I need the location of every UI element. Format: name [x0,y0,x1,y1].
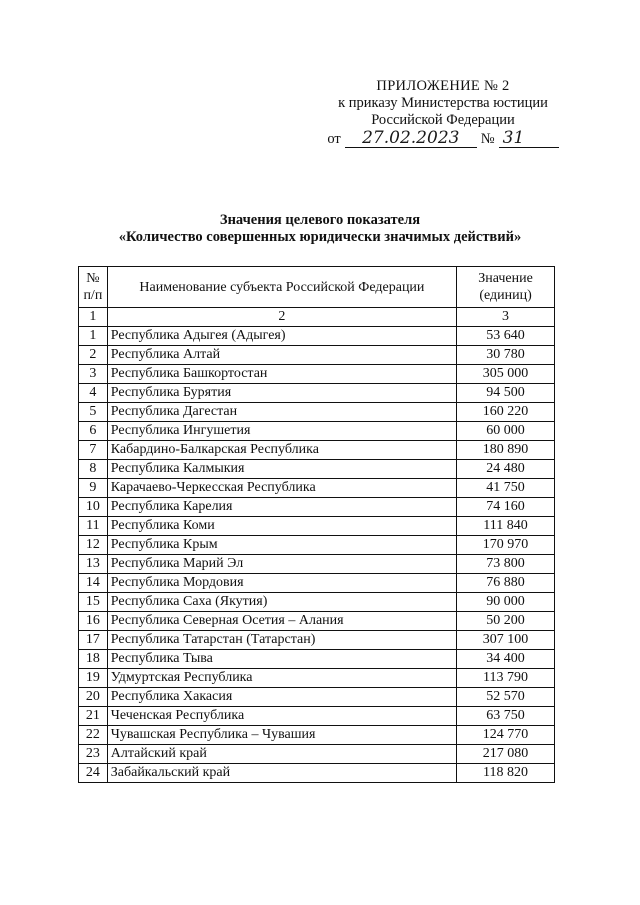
row-number: 24 [79,764,108,783]
region-value: 217 080 [457,745,555,764]
region-value: 41 750 [457,479,555,498]
number-prefix: № [480,131,495,147]
region-name: Республика Бурятия [107,384,456,403]
appendix-block [318,78,568,148]
row-number: 8 [79,460,108,479]
order-date-handwritten: 27.02.2023 [345,130,477,148]
table-row [79,574,555,593]
order-line-ministry: к приказу Министерства юстиции [338,95,548,111]
region-name: Республика Коми [107,517,456,536]
table-row [79,555,555,574]
region-value: 180 890 [457,441,555,460]
region-value: 113 790 [457,669,555,688]
region-name: Республика Хакасия [107,688,456,707]
region-name: Чувашская Республика – Чувашия [107,726,456,745]
values-table [78,266,555,783]
document-title [60,212,580,246]
region-name: Республика Северная Осетия – Алания [107,612,456,631]
table-body [79,327,555,783]
region-value: 94 500 [457,384,555,403]
region-value: 160 220 [457,403,555,422]
table-row [79,479,555,498]
region-value: 60 000 [457,422,555,441]
region-name: Удмуртская Республика [107,669,456,688]
table-row [79,498,555,517]
row-number: 5 [79,403,108,422]
region-name: Забайкальский край [107,764,456,783]
row-number: 21 [79,707,108,726]
row-number: 9 [79,479,108,498]
appendix-title: ПРИЛОЖЕНИЕ № 2 [376,78,510,94]
row-number: 16 [79,612,108,631]
table-row [79,707,555,726]
row-number: 15 [79,593,108,612]
region-name: Республика Марий Эл [107,555,456,574]
region-name: Республика Мордовия [107,574,456,593]
table-row [79,764,555,783]
title-line-1: Значения целевого показателя [219,212,421,228]
region-name: Республика Дагестан [107,403,456,422]
region-value: 30 780 [457,346,555,365]
region-name: Республика Адыгея (Адыгея) [107,327,456,346]
column-number-2: 2 [107,308,456,327]
date-prefix: от [327,131,341,147]
region-value: 76 880 [457,574,555,593]
order-date-number-line [318,130,568,148]
column-number-row [79,308,555,327]
row-number: 18 [79,650,108,669]
region-value: 170 970 [457,536,555,555]
row-number: 11 [79,517,108,536]
table-row [79,384,555,403]
region-name: Республика Ингушетия [107,422,456,441]
table-row [79,441,555,460]
table-row [79,460,555,479]
region-name: Кабардино-Балкарская Республика [107,441,456,460]
row-number: 19 [79,669,108,688]
row-number: 13 [79,555,108,574]
table-row [79,403,555,422]
region-value: 34 400 [457,650,555,669]
row-number: 4 [79,384,108,403]
region-value: 52 570 [457,688,555,707]
row-number: 7 [79,441,108,460]
table-row [79,346,555,365]
row-number: 17 [79,631,108,650]
region-name: Республика Крым [107,536,456,555]
table-row [79,422,555,441]
region-value: 111 840 [457,517,555,536]
table-row [79,365,555,384]
table-row [79,612,555,631]
row-number: 23 [79,745,108,764]
table-row [79,745,555,764]
table-row [79,726,555,745]
row-number: 12 [79,536,108,555]
region-value: 74 160 [457,498,555,517]
row-number: 20 [79,688,108,707]
table-row [79,669,555,688]
region-name: Республика Тыва [107,650,456,669]
header-num: № п/п [79,267,108,308]
region-value: 118 820 [457,764,555,783]
region-name: Республика Карелия [107,498,456,517]
table-row [79,688,555,707]
order-line-federation: Российской Федерации [371,112,515,128]
region-value: 50 200 [457,612,555,631]
region-value: 73 800 [457,555,555,574]
region-value: 63 750 [457,707,555,726]
region-name: Республика Саха (Якутия) [107,593,456,612]
table-row [79,327,555,346]
title-line-2: «Количество совершенных юридически значимых действий» [118,229,522,245]
region-name: Карачаево-Черкесская Республика [107,479,456,498]
row-number: 14 [79,574,108,593]
region-value: 305 000 [457,365,555,384]
row-number: 2 [79,346,108,365]
table-row [79,536,555,555]
region-name: Республика Алтай [107,346,456,365]
header-name: Наименование субъекта Российской Федерации [107,267,456,308]
region-value: 307 100 [457,631,555,650]
table-row [79,650,555,669]
table-row [79,517,555,536]
region-name: Республика Башкортостан [107,365,456,384]
region-name: Республика Татарстан (Татарстан) [107,631,456,650]
row-number: 1 [79,327,108,346]
region-value: 124 770 [457,726,555,745]
region-name: Республика Калмыкия [107,460,456,479]
row-number: 10 [79,498,108,517]
region-name: Алтайский край [107,745,456,764]
header-value: Значение (единиц) [457,267,555,308]
column-number-1: 1 [79,308,108,327]
table-row [79,593,555,612]
table-row [79,631,555,650]
row-number: 3 [79,365,108,384]
column-number-3: 3 [457,308,555,327]
order-number-handwritten: 31 [499,130,559,148]
region-value: 53 640 [457,327,555,346]
table-header-row [79,267,555,308]
region-value: 24 480 [457,460,555,479]
region-name: Чеченская Республика [107,707,456,726]
region-value: 90 000 [457,593,555,612]
row-number: 6 [79,422,108,441]
row-number: 22 [79,726,108,745]
